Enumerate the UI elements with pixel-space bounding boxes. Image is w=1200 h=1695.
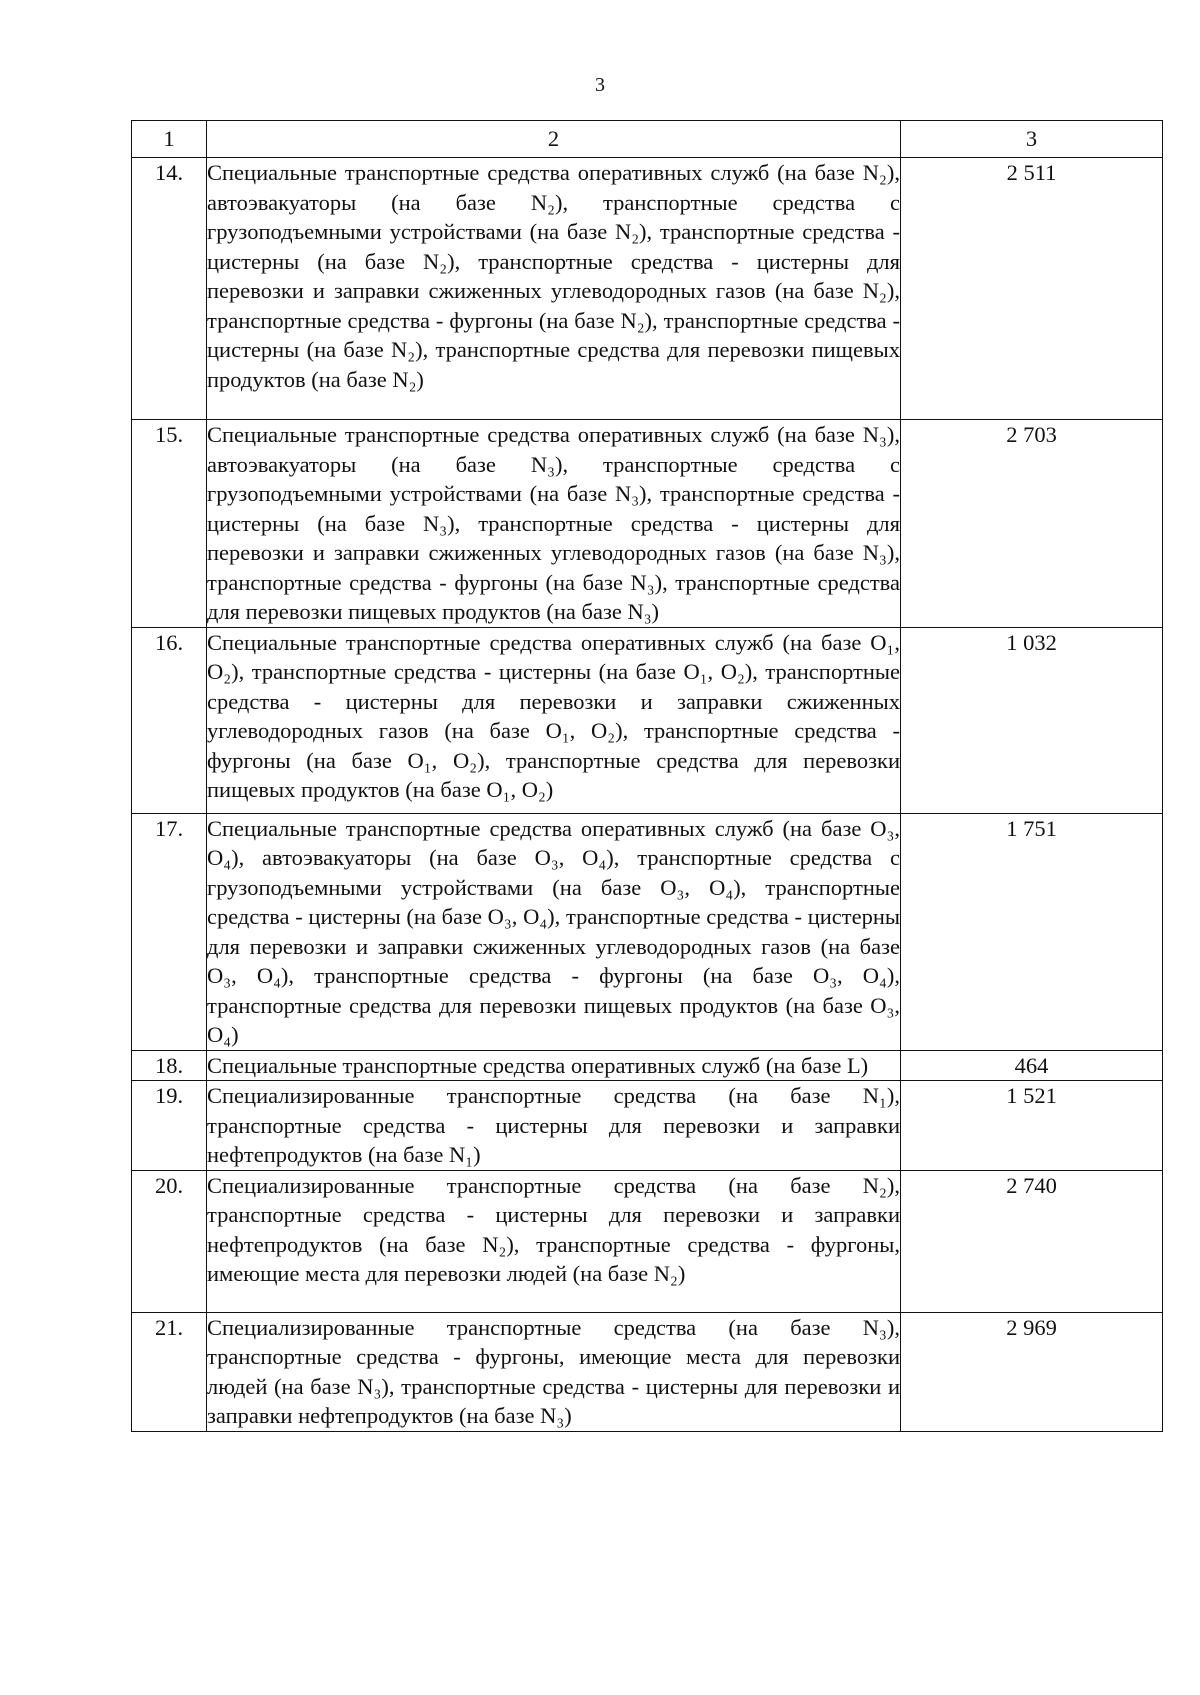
column-header-1: 1: [132, 121, 207, 158]
table-row: [132, 1081, 1163, 1171]
row-description: Специализированные транспортные средства (на базе N₁), транспортные средства - цистерны для перевозки и заправки нефтепродуктов (на базе N₁): [207, 1081, 901, 1171]
table-row: [132, 158, 1163, 420]
row-description: Специализированные транспортные средства (на базе N₃), транспортные средства - фургоны, имеющие места для перевозки людей (на базе N₃), транспортные средства - цистерны для перевозки и заправки нефтепродуктов (на базе N₃): [207, 1312, 901, 1431]
row-value: 2 969: [901, 1312, 1163, 1431]
table-row: [132, 420, 1163, 628]
row-value: 2 511: [901, 158, 1163, 420]
row-value: 1 751: [901, 813, 1163, 1050]
row-number: 15.: [132, 420, 207, 628]
row-value: 1 032: [901, 627, 1163, 813]
row-number: 18.: [132, 1050, 207, 1081]
page-number: 3: [595, 74, 605, 96]
row-description: Специальные транспортные средства оперативных служб (на базе O₃, O₄), автоэвакуаторы (на базе O₃, O₄), транспортные средства с грузоподъемными устройствами (на базе O₃, O₄), транспортные средства - цистерны (на базе O₃, O₄), транспортные средства - цистерны для перевозки и заправки сжиженных углеводородных газов (на базе O₃, O₄), транспортные средства - фургоны (на базе O₃, O₄), транспортные средства для перевозки пищевых продуктов (на базе O₃, O₄): [207, 813, 901, 1050]
table-header-row: [132, 121, 1163, 158]
row-description: Специальные транспортные средства оперативных служб (на базе O₁, O₂), транспортные средства - цистерны (на базе O₁, O₂), транспортные средства - цистерны для перевозки и заправки сжиженных углеводородных газов (на базе O₁, O₂), транспортные средства - фургоны (на базе O₁, O₂), транспортные средства для перевозки пищевых продуктов (на базе O₁, O₂): [207, 627, 901, 813]
row-value: 2 740: [901, 1170, 1163, 1312]
row-value: 464: [901, 1050, 1163, 1081]
table-row: [132, 627, 1163, 813]
column-header-2: 2: [207, 121, 901, 158]
row-number: 21.: [132, 1312, 207, 1431]
row-number: 16.: [132, 627, 207, 813]
column-header-3: 3: [901, 121, 1163, 158]
row-description: Специальные транспортные средства оперативных служб (на базе L): [207, 1050, 901, 1081]
row-number: 20.: [132, 1170, 207, 1312]
table-row: [132, 1312, 1163, 1431]
row-description: Специальные транспортные средства оперативных служб (на базе N₂), автоэвакуаторы (на базе N₂), транспортные средства с грузоподъемными устройствами (на базе N₂), транспортные средства - цистерны (на базе N₂), транспортные средства - цистерны для перевозки и заправки сжиженных углеводородных газов (на базе N₂), транспортные средства - фургоны (на базе N₂), транспортные средства - цистерны (на базе N₂), транспортные средства для перевозки пищевых продуктов (на базе N₂): [207, 158, 901, 420]
row-number: 17.: [132, 813, 207, 1050]
table-row: [132, 1170, 1163, 1312]
row-description: Специальные транспортные средства оперативных служб (на базе N₃), автоэвакуаторы (на базе N₃), транспортные средства с грузоподъемными устройствами (на базе N₃), транспортные средства - цистерны (на базе N₃), транспортные средства - цистерны для перевозки и заправки сжиженных углеводородных газов (на базе N₃), транспортные средства - фургоны (на базе N₃), транспортные средства для перевозки пищевых продуктов (на базе N₃): [207, 420, 901, 628]
table-row: [132, 1050, 1163, 1081]
row-number: 19.: [132, 1081, 207, 1171]
row-description: Специализированные транспортные средства (на базе N₂), транспортные средства - цистерны для перевозки и заправки нефтепродуктов (на базе N₂), транспортные средства - фургоны, имеющие места для перевозки людей (на базе N₂): [207, 1170, 901, 1312]
row-number: 14.: [132, 158, 207, 420]
row-value: 2 703: [901, 420, 1163, 628]
row-value: 1 521: [901, 1081, 1163, 1171]
table-row: [132, 813, 1163, 1050]
rates-table: [131, 120, 1163, 1432]
